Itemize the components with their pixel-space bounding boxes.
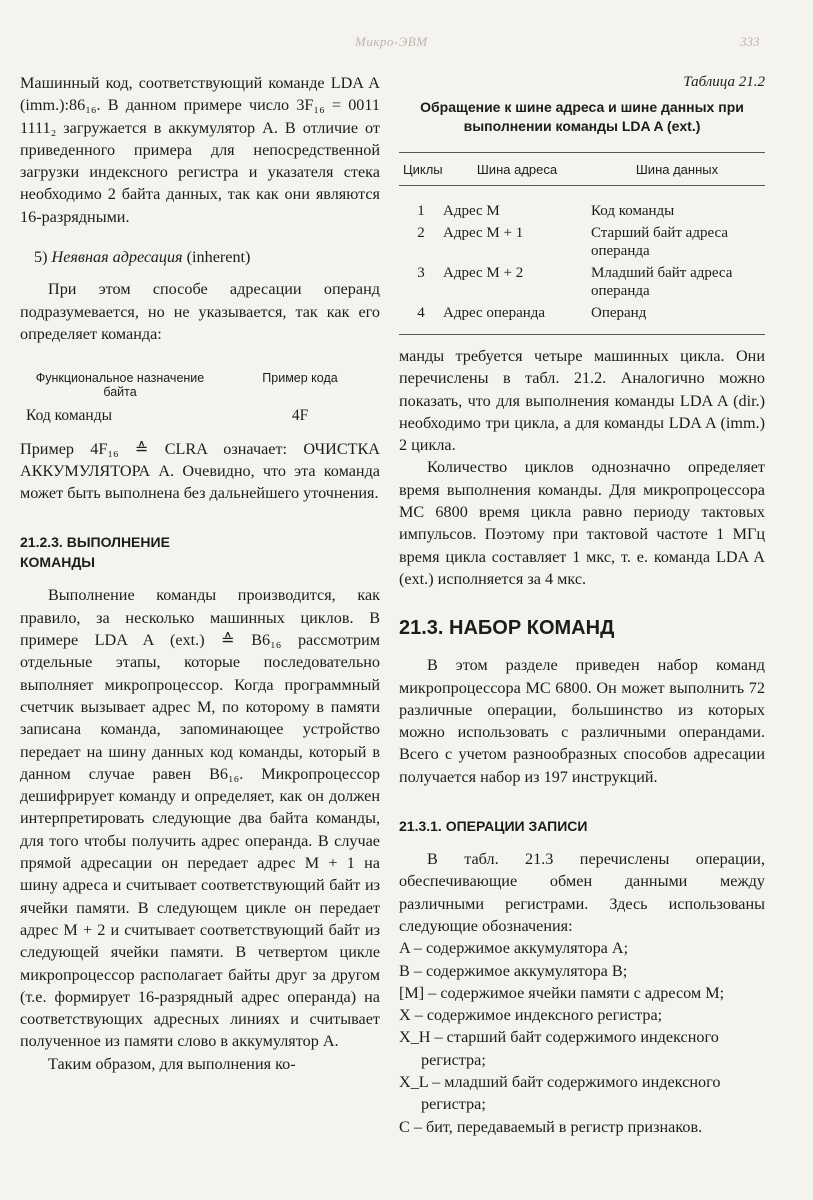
legend-item: [M] – содержимое ячейки памяти с адресом M; [399, 983, 725, 1002]
paragraph-execution: Выполнение команды производится, как правило, за несколько машинных циклов. В примере LDA A (ext.) ≙ B6₁₆ рассмотрим отдельные этапы, которые последовательно выполняет микропроцессор. Когда программный счетчик вызывает адрес M, по которому в памяти записана команда, запоминающее устройство передает на шину данных код команды, который в данном случае равен B6₁₆. Микропроцессор дешифрирует команду и определяет, как он должен интерпретировать следующие два байта команды, для того чтобы получить адрес операнда. В случае прямой адресации он передает адрес M + 1 на шину адреса и считывает соответствующий байт из ячейки памяти. В следующем цикле он передает адрес M + 2 и считывает соответствующий байт из следующей ячейки памяти. В четвертом цикле микропроцессор располагает байты друг за другом (т.е. формирует 16-разрядный адрес операнда) на соответствующих адресных линиях и считывает полученное из памяти слово в аккумулятор A. [20, 586, 380, 1051]
section-heading-execution: 21.2.3. ВЫПОЛНЕНИЕ КОМАНДЫ [20, 534, 170, 571]
paragraph-write-ops: В табл. 21.3 перечислены операции, обеспечивающие обмен данными между различными регистрами. Здесь использованы следующие обозначения: [399, 850, 765, 935]
table-cell-data: Код команды [591, 203, 675, 219]
legend-item: A – содержимое аккумулятора A; [399, 939, 629, 958]
table-cell-address: Адрес M + 2 [443, 265, 524, 281]
paragraph-inherent: При этом способе адресации операнд подразумевается, но не указывается, так как его определяет команда: [20, 280, 380, 343]
table-cell-address: Адрес M + 1 [443, 225, 524, 241]
subsection-heading-write-ops: 21.3.1. ОПЕРАЦИИ ЗАПИСИ [399, 818, 588, 835]
example-cell-purpose: Код команды [26, 407, 113, 425]
table-cell-cycle: 2 [417, 225, 425, 241]
addressing-mode-heading [20, 246, 380, 268]
table-cell-cycle: 3 [417, 265, 425, 281]
paragraph-clra: Пример 4F₁₆ ≙ CLRA означает: ОЧИСТКА АККУМУЛЯТОРА A. Очевидно, что эта команда может быть выполнена без дальнейшего уточнения. [20, 439, 380, 503]
paragraph-cycle-time: Количество циклов однозначно определяет время выполнения команды. Для микропроцессора MC 6800 время цикла равно периоду тактовых импульсов. Поэтому при тактовой частоте 1 МГц время цикла составляет 1 мкс, т. е. команда LDA A (ext.) исполняется за 4 мкс. [399, 458, 765, 588]
table-row [399, 202, 765, 220]
table-title: Обращение к шине адреса и шине данных при выполнении команды LDA A (ext.) [420, 99, 744, 134]
paragraph-cycles: манды требуется четыре машинных цикла. Они перечислены в табл. 21.2. Аналогично можно показать, что для выполнения команды LDA A (dir.) необходимо три цикла, а для команды LDA A (imm.) 2 цикла. [399, 347, 765, 455]
table-cell-address: Адрес M [443, 203, 500, 219]
table-cell-data: Младший байт адреса операнда [591, 265, 733, 299]
running-title: Микро-ЭВМ [355, 34, 428, 49]
example-header-code: Пример кода [262, 371, 338, 386]
section-heading-instruction-set: 21.3. НАБОР КОМАНД [399, 617, 615, 640]
table-row [399, 304, 765, 322]
running-header [0, 32, 813, 54]
table-cell-data: Старший байт адреса операнда [591, 225, 728, 259]
legend-item: C – бит, передаваемый в регистр признаков. [399, 1117, 703, 1136]
table-cell-cycle: 4 [417, 305, 425, 321]
mode-number: 5) [34, 248, 48, 267]
paragraph-instruction-set: В этом разделе приведен набор команд микропроцессора MC 6800. Он может выполнить 72 различные операции, большинство из которых можно использовать с различными операндами. Всего с учетом разнообразных способов адресации получается набор из 197 инструкций. [399, 656, 765, 786]
table-row [399, 224, 765, 260]
table-header-address-bus: Шина адреса [476, 162, 558, 177]
table-cell-address: Адрес операнда [443, 305, 546, 321]
table-cell-data: Операнд [591, 305, 647, 321]
example-cell-code: 4F [291, 407, 309, 425]
table-header-data-bus: Шина данных [635, 162, 719, 177]
paragraph-machine-code: Машинный код, соответствующий команде LDA A (imm.):86₁₆. В данном примере число 3F₁₆ = 0011 1111₂ загружается в аккумулятор A. В отличие от приведенного примера для непосредственной загрузки индексного регистра и указателя стека необходимо 2 байта данных, так как они являются 16-разрядными. [20, 74, 380, 226]
left-column [20, 72, 380, 1075]
table-header-row [399, 153, 765, 186]
table-cell-cycle: 1 [417, 203, 425, 219]
table-label: Таблица 21.2 [683, 74, 765, 90]
legend-item: X – содержимое индексного регистра; [399, 1006, 663, 1025]
example-table-row [20, 405, 380, 427]
example-table [20, 371, 380, 427]
example-table-header [20, 371, 380, 399]
notation-legend [399, 937, 765, 1138]
bus-access-table [399, 152, 765, 335]
example-header-purpose: Функциональное назначение байта [35, 371, 205, 400]
legend-item: B – содержимое аккумулятора B; [399, 961, 628, 980]
table-header-cycles: Циклы [403, 162, 443, 177]
mode-name: Неявная адресация [51, 248, 183, 267]
legend-item: X_H – старший байт содержимого индексного регистра; [399, 1028, 719, 1069]
legend-item: X_L – младший байт содержимого индексного регистра; [399, 1073, 721, 1114]
page-number: 333 [740, 34, 760, 49]
right-column [399, 72, 765, 1138]
paragraph-thus: Таким образом, для выполнения ко- [48, 1054, 296, 1073]
table-row [399, 264, 765, 300]
mode-english: (inherent) [186, 248, 251, 267]
